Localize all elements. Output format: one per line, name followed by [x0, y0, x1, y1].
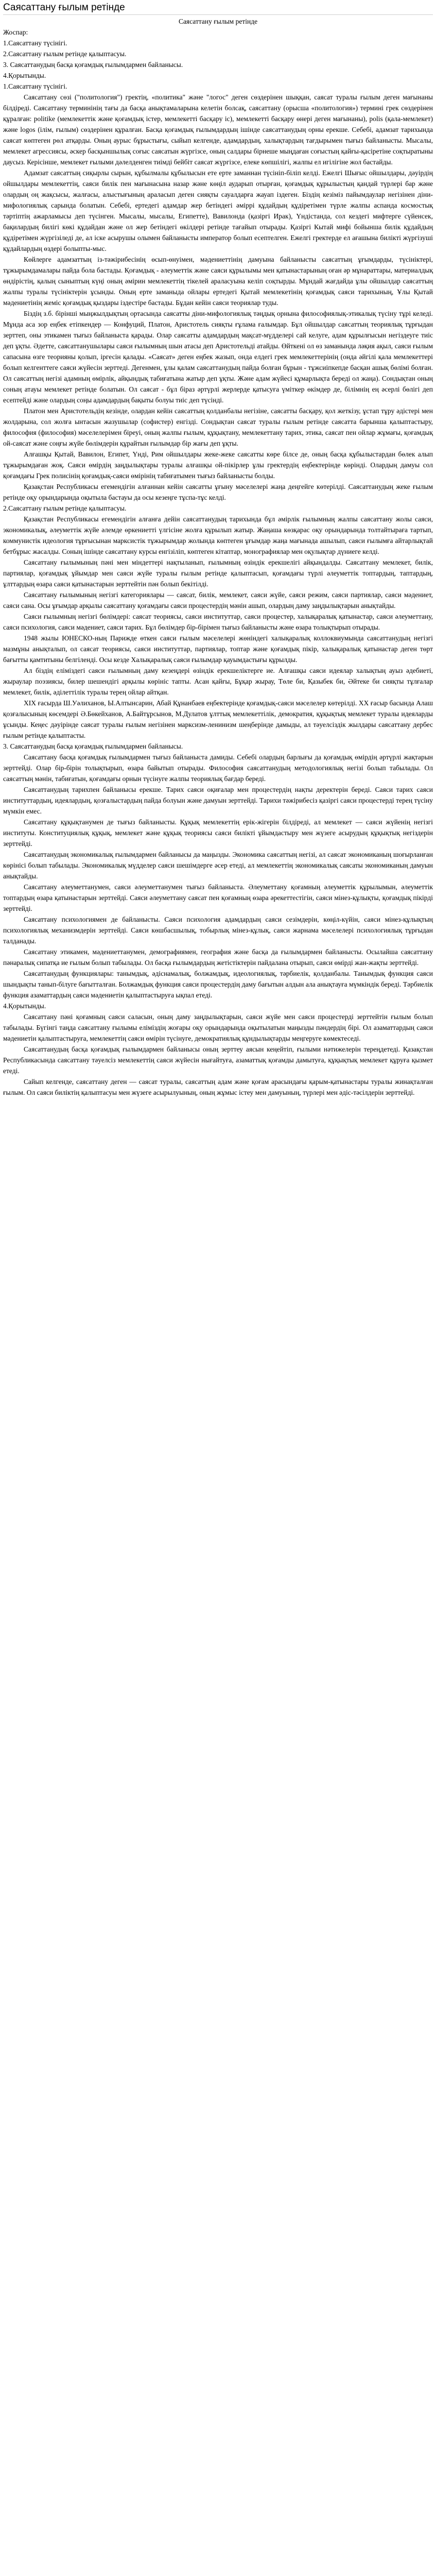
paragraph: Саясаттанудың басқа қоғамдық ғылымдармен байланысы оның зерттеу аясын кеңейтіп, ғылыми нәтижелерін тереңдетеді. Қазақстан Республикасында саясаттану тәуелсіз мемлекеттің саяси жүйесін нығайтуға, азаматтық қоғамды дамытуға, құқықтық мемлекет құруға қызмет етеді.	[3, 1045, 433, 1075]
paragraph: Адамзат саясаттың сиқырлы сырын, құбылмалы құбылысын ете ерте заманнан түсініп-біліп келді. Ежелгі Шығыс ойшылдары, дәуірдің ойшылдары мемлекеттің, саяси билік пен мағынасына назар және көңіл аударып отырған, қоғамдық құрылыстың қандай түрлері бар және олардың оң жақсысы, жалғасы, алыстығының араласып деген сияқты сауалдарға жауап іздеген. Біздің кезіміз пайымдаулар негізінен діни-мифологиялық сарында болатын. Себебі, ертедегі адамдар жер бетіндегі әміррі құдайдың құдіретімен түрле жалпы аспанда космостық тәртіптің ажарламысы деп түсінген. Мысалы, мысалы, Египетте), Вавилонда (қазіргі Ирак), Үндістанда, сол кездегі мифтерге сүйенсек, бақилардың билігі көкі құдайдан және ол жер бетіндегі өкілдері ретінде тағайып отырады. Қазіргі Кытай мифі бойынша билік құдайдың құдіретімен жүргізіледі де, ал іске асырушы олымен байланысты император болып есептелген. Ежелгі гректерде ел ағашына билікті жүргізуші құдайлардың өздері болыпты-мыс.	[3, 169, 433, 252]
section-heading: 2.Саясаттану ғылым ретінде қалыптасуы.	[3, 504, 127, 512]
plan-label: Жоспар:	[3, 28, 28, 36]
paragraph: Саясаттану психологиямен де байланысты. Саяси психология адамдардың саяси сезімдерін, көңіл-күйін, саяси мінез-құлықтың психологиялық механизмдерін зерттейді. Саяси көшбасшылық, тобырлық мінез-құлық, саяси жарнама мәселелері психологиялық тұрғыдан талданады.	[3, 916, 433, 945]
section-heading: 4.Қорытынды.	[3, 1002, 46, 1010]
paragraph: Саяси ғылымның негізгі бөлімдері: саясат теориясы, саяси институттар, саяси процестер, халықаралық қатынастар, саяси әлеуметтану, саяси психология, саяси мәдениет, саяси тарих. Бұл бөлімдер бір-бірімен тығыз байланысты және өзара толықтырып отырады.	[3, 613, 433, 631]
paragraph: 1948 жылы ЮНЕСКО-ның Парижде өткен саяси ғылым мәселелері жөніндегі халықаралық коллоквиумында саясаттанудың негізгі мазмұны анықталып, ол саясат теориясы, саяси институттар, партиялар, топтар және қоғамдық пікір, халықаралық қатынастар деген төрт бағытты қамтитыны белгіленді. Осы кезде Халықаралық саяси ғылымдар қауымдастығы құрылды.	[3, 634, 433, 664]
paragraph: Саясаттану ғылымының негізгі категориялары — саясат, билік, мемлекет, саяси жүйе, саяси режим, саяси партиялар, саяси мәдениет, саяси сана. Осы ұғымдар арқылы саясаттану қоғамдағы саяси процестердің мәнін ашып, олардың даму заңдылықтарын анықтайды.	[3, 591, 433, 609]
paragraph: Саясаттану ғылымының пәні мен міндеттері нақтыланып, ғылымның өзіндік ерекшелігі айқындалды. Саясаттану мемлекет, билік, партиялар, қоғамдық ұйымдар мен саяси жүйе туралы ғылым ретінде қалыптасып, қоғамдағы түрлі әлеуметтік топтардың, таптардың, ұлттардың өзара саяси қатынастарын зерттейтін пән болып бекітілді.	[3, 558, 433, 588]
section-heading: 3. Саясаттанудың басқа қоғамдық ғылымдармен байланысы.	[3, 742, 183, 750]
paragraph: Саясаттану әлеуметтанумен, саяси әлеуметтанумен тығыз байланыста. Әлеуметтану қоғамның әлеуметтік құрылымын, әлеуметтік топтардың өзара қатынастарын зерттейді. Саяси әлеуметтану саясат пен қоғамның өзара әрекеттестігін, саяси мінез-құлықты, қоғамдық пікірді зерттейді.	[3, 883, 433, 912]
paragraph: Саясаттану сөзі ("политология") гректің, «политика" және "логос" деген сөздерінен шыққан, саясат туралы ғылым деген мағынаны білдіреді. Саясаттану терминінің тағы да басқа анықтамаларына келетін болсақ, саясаттану (орысша «политология») термині грек сөздерінен құралған: politike (мемлекеттік және қоғамдық істер, мемлекетті басқару іс), мемлекетті басқару өнері деген мағынаны), polis (қала-мемлекет) және logos (ілім, ғылым) сөздерінен құралған. Басқа қоғамдық ғылымдардың ішінде саясаттанудың орны ерекше. Себебі, адамзат тарихында саясат көптеген рөл атқарды. Оның аурыс бұрыстығы, сыйып келгенде, адамдардың, халықтардың тағдырымен тығыз байланысты. Мысалы, мемлекет агрессиясы, әскер басқыншылық соғыс саясатын жүргізсе, оның салдары бірнеше мыңдаған соғыстың қайғы-қасіретіне соқтыратыны даусыз. Керісінше, мемлекет ғылыми дәлелденген тиімді бейбіт саясат жүргізсе, елеке көпшілігі, жалпы ел игілігіне жол бастайды.	[3, 93, 433, 166]
paragraph: Көйлерге адамзаттың із-тәжірибесінің өсып-өнуімен, мәдениеттінің дамуына байланысты саясаттың ұғымдарды, түсініктері, тұжырымдамалары пайда бола бастады. Қоғамдық - әлеуметтік және саяси құрылымы мен қатынастарының оған әр мұнараттары, материалдық өндірістің, қалың сыныптың күңі оның әмірин мемлекеттің тікелей араласуына келіп соқтырды. Мұндай жағдайда ұлы ойшылдар саясаттың жалпы туралы түсініктерін ұсынды. Оның ерте заманыда ойлары ертедегі Қытай мемлекетінің қоғамдық саяси тарихының, Ұлы Қытай мәдениетінің жеміс қоғамдық қыздары іздестіре бастады. Бұдан кейін саяси теориялар туды.	[3, 256, 433, 307]
plan-item: 3. Саясаттанудың басқа қоғамдық ғылымдармен байланысы.	[3, 61, 183, 69]
paragraph: Саясаттану басқа қоғамдық ғылымдармен тығыз байланыста дамиды. Себебі олардың барлығы да қоғамдық өмірдің әртүрлі жақтарын зерттейді. Олар бір-бірін толықтырып, өзара байытып отырады. Философия саясаттанудың методологиялық негізі болып табылады. Ол саясаттың мәнін, табиғатын, қоғамдағы орнын түсінуге жалпы теориялық бағдар береді.	[3, 753, 433, 783]
plan-item: 1.Саясаттану түсінігі.	[3, 39, 67, 47]
paragraph: Қазақстан Республикасы егемендігін алғаннан кейін саясатты ұғыну мәселелері жаңа деңгейге көтерілді. Саясаттанудың жеке ғылым ретінде оқу орындарында оқытыла бастауы да осы кезеңге тұспа-тұс келді.	[3, 483, 433, 501]
paragraph: Қазақстан Республикасы егемендігін алғанға дейін саясаттанудың тарихында бұл әмірлік ғылымның жалпы саясаттану жолы саяси, экономикалық, әлеуметтік жүйе әлемде өркениетті үлгісіне жолға құрылып жатыр. Жаңаша көзқарас оқу орындарында толтайтыраға тартып, коммунистік идеология тұрғысынан марксистік тұжырымдар жолында көптеген ұғымдар жаңа мағынада ашылып, саяси ғылымға айтарлықтай бетбұрыс жасалды. Соның ішінде саясаттану курсы енгізіліп, көптеген кітаптар, монографиялар мен оқулықтар дүниеге келді.	[3, 515, 433, 555]
paragraph: Саясаттану пәні қоғамның саяси саласын, оның даму заңдылықтарын, саяси жүйе мен саяси процестерді зерттейтін ғылым болып табылады. Бүгінгі таңда саясаттану ғылымы еліміздің жоғары оқу орындарында оқытылатын маңызды пәндердің бірі. Ол азаматтардың саяси мәдениетін қалыптастыруға, мемлекеттің саяси өмірін түсінуге, демократиялық құндылықтарды меңгеруге көмектеседі.	[3, 1013, 433, 1042]
paragraph: Саясаттанудың экономикалық ғылымдармен байланысы да маңызды. Экономика саясаттың негізі, ал саясат экономиканың шоғырланған көрінісі болып табылады. Экономикалық мүдделер саяси шешімдерге әсер етеді, ал мемлекеттің экономикалық саясаты экономиканың дамуын анықтайды.	[3, 851, 433, 880]
paragraph: ХІХ ғасырда Ш.Уәлиханов, Ы.Алтынсарин, Абай Құнанбаев еңбектерінде қоғамдық-саяси мәселелер көтерілді. ХХ ғасыр басында Алаш қозғалысының көсемдері Ә.Бөкейханов, А.Байтұрсынов, М.Дулатов ұлттық мемлекеттілік, демократия, құқықтық мемлекет туралы идеяларды ұсынды. Кеңес дәуірінде саясат туралы ғылым негізінен марксизм-ленинизм шеңберінде дамыды, ал тәуелсіздік жылдары саясаттану дербес ғылым ретінде қалыптасты.	[3, 699, 433, 739]
plan-item: 2.Саясаттану ғылым ретінде қалыптасуы.	[3, 50, 127, 58]
paragraph: Платон мен Аристотельдің кезінде, олардан кейін саясаттың қолданбалы негізіне, саясатты басқару, қол жеткізу, ұстап тұру әдістері мен жолдарына, сол жолға ынтасын жазушылар (софистер) енгізді. Сондықтан саясат туралы ғылым ретінде саясатта барынша қалыптастыру, философия (философия) мәселелерімен біреуі, оның жалпы ғылым, құқықтану, мемлекеттану тарих, этика, саясат пен ойлар жұмағы, қоғамдық ой-саясат және соңғы жүйе бөлімдерін құрайтын ғылымдар бір жағы деп ұқты.	[3, 407, 433, 447]
document-page	[0, 0, 436, 1118]
paragraph: Саясаттанудың тарихпен байланысы ерекше. Тарих саяси оқиғалар мен процестердің нақты деректерін береді. Саяси тарих саяси институттардың, идеялардың, қозғалыстардың пайда болуын және дамуын зерттейді. Тарихи тәжірибесіз қазіргі саяси процестерді терең түсіну мүмкін емес.	[3, 786, 433, 815]
paragraph: Сайып келгенде, саясаттану деген — саясат туралы, саясаттың адам және қоғам арасындағы қарым-қатынастары туралы жинақталған ғылым. Ол саяси биліктің қалыптасуы мен жүзеге асырылуының, оның жұмыс істеу мен дамуының, түрлері мен әдіс-тәсілдерін зерттейді.	[3, 1078, 433, 1096]
section-heading: 1.Саясаттану түсінігі.	[3, 82, 67, 90]
document-title: Саясаттану ғылым ретінде	[178, 18, 258, 25]
plan-item: 4.Қорытынды.	[3, 72, 46, 79]
paragraph: Саясаттанудың функциялары: танымдық, әдіснамалық, болжамдық, идеологиялық, тәрбиелік, қолданбалы. Танымдық функция саяси шындықты танып-білуге бағытталған. Болжамдық функция саяси процестердің даму бағытын алдын ала анықтауға мүмкіндік береді. Тәрбиелік функция азаматтардың саяси мәдениетін қалыптастыруға ықпал етеді.	[3, 970, 433, 999]
paragraph: Саясаттану құқықтанумен де тығыз байланысты. Құқық мемлекеттің ерік-жігерін білдіреді, ал мемлекет — саяси жүйенің негізгі институты. Конституциялық құқық, мемлекет және құқық теориясы саяси билікті ұйымдастыру мен жүзеге асырудың құқықтық негіздерін зерттейді.	[3, 818, 433, 848]
paragraph: Ал біздің еліміздегі саяси ғылымның даму кезеңдері өзіндік ерекшеліктерге ие. Алғашқы саяси идеялар халықтың ауыз әдебиеті, жыраулар поэзиясы, билер шешендігі арқылы көрініс тапты. Асан қайғы, Бұқар жырау, Төле би, Қазыбек би, Әйтеке би сияқты тұлғалар мемлекет, билік, әділеттілік туралы терең ойлар айтқан.	[3, 667, 433, 696]
document-header-title: Саясаттану ғылым ретінде	[3, 0, 433, 15]
paragraph: Алғашқы Қытай, Вавилон, Египет, Үнді, Рим ойшылдары жеке-жеке саясатты көре білсе де, оның басқа құбылыстардан бөлек алып тұжырымдаған жоқ. Саяси өмірдің заңдылықтары туралы алғашқы ой-пікірлер ұлы гректердің еңбектерінде көрінді. Олардың дамуы сол қоғамдағы Грек полисінің қоғамдық-саяси өмірінің табиғатымен тығыз байланысты болды.	[3, 450, 433, 480]
paragraph: Біздің з.б. бірінші мыңжылдықтың ортасында саясатты діни-мифологиялық тәңдық орнына философиялық-этикалық түсіну тұрі келеді. Мұнда аса зор еңбек етіпкендер — Конфуций, Платон, Аристотель сияқты ғұлама ғалымдар. Бұл ойшылдар саясаттың теориялық тұрғыдан зерттеп, оны этикамен тығыз байланыста қарады. Олар саясатты адамдардың мақсат-мүдделері сай келуге, адам құрылғысын негіздеуге тиіс деп ұқты. Әдетте, саясаттанушылары саяси ғылымның шын атасы деп Аристотельді атайды. Өйткені ол өз заманында ләқия ақыл, саяси ғылым сапасына өзге теорияны қолып, іргесін қалады. «Саясат» деген еңбек жазып, онда елдегі грек мемлекеттерінің (онда әйгілі қала мемлекеттері болып келгенттеге саяси жүйесін зерттеді. Дегенмен, ұлы қалам саясаттанудың пайда болған бұрын - тұжсиіпкепде басқан ашық бөлімі болған. Ол саясаттың негізі адамның өмірлік, айқындық табиғатына жатыр деп ұқты. Және адам жүйесі құмарлықта береді ол жаңа). Сондықтан оның соның атауы мемлекет ретінде болатын. Ол саясат - бұл біраз әртүрлі жерлерде қатысуға үміткер өкімдер де, білімнің ең әсерлі бөлігі деп есептейді және олардың соңы адамдардың бақыты болуы тиіс деп түсінді.	[3, 310, 433, 404]
paragraph: Саясаттану этикамен, мәдениеттанумен, демографиямен, география және басқа да ғылымдармен байланысты. Осылайша саясаттану пәнаралық сипатқа ие ғылым болып табылады. Ол басқа ғылымдардың жетістіктерін пайдалана отырып, саяси өмірді жан-жақты зерттейді.	[3, 948, 433, 967]
